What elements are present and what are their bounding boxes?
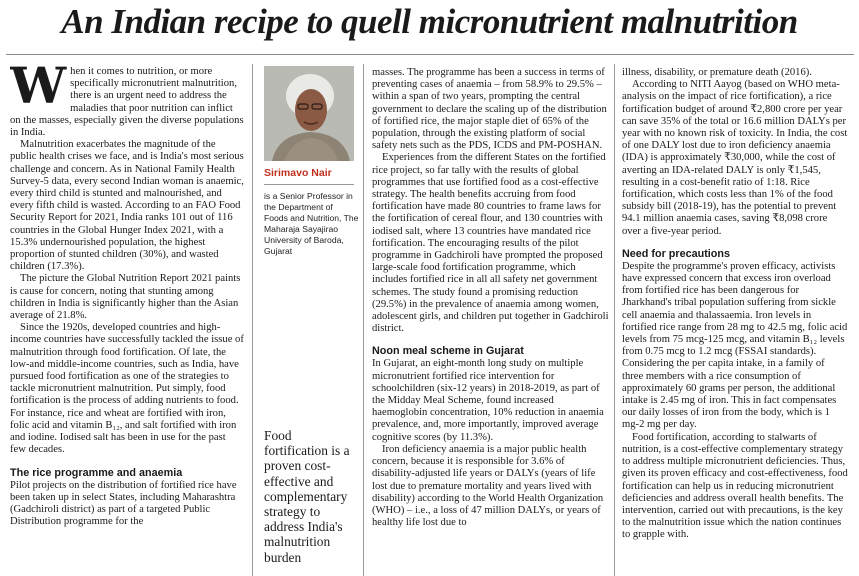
headline: An Indian recipe to quell micronutrient malnutrition — [61, 2, 798, 41]
column-divider — [363, 64, 364, 576]
paragraph: Since the 1920s, developed countries and high-income countries have successfully tackled the issue of malnutrition through food fortification. Of late, the low-and middle-income countries, such as India, have pursued food fortification as one of the strategies to tackle micronutrient malnutrition. Put simply, food fortification is the process of adding nutrients to food. For instance, rice and wheat are fortified with iron, folic acid and vitamin B₁₂, and salt fortified with iron and iodine. Iodised salt has been in use for the past few decades. — [10, 322, 244, 456]
headline-rule — [6, 54, 854, 55]
paragraph: illness, disability, or premature death (2016). — [622, 67, 812, 78]
article-column-3 — [372, 67, 609, 576]
subheading: Noon meal scheme in Gujarat — [372, 345, 524, 358]
column-divider — [614, 64, 615, 576]
paragraph: The picture the Global Nutrition Report 2021 paints is cause for concern, noting that stunting among children in India is significantly higher than the Asian average of 21.8%. — [10, 273, 241, 322]
author-rule — [264, 184, 354, 185]
paragraph: Malnutrition exacerbates the magnitude of the public health crises we face, and is India's most serious challenge and concern. As in National Family Health Survey-5 data, every second Indian woman is anaemic, every third child is stunted and malnourished, and every fifth child is wasted. According to an FAO Food Security Report for 2021, India ranks 101 out of 116 countries in the Global Hunger Index 2021, with a 15.3% undernourished population, the highest proportion of stunted children (30%), and wasted children (17.3%). — [10, 139, 244, 273]
author-box — [264, 167, 359, 257]
paragraph: According to NITI Aayog (based on WHO meta-analysis on the impact of rice fortification), a rice fortification budget of around ₹2,800 crore per year can save 35% of the total or 16.6 million DALYs per year with no known risk of toxicity. In India, the cost of one DALY lost due to iron deficiency anaemia (IDA) is approximately ₹30,000, while the cost of averting an IDA-related DALY is only ₹1,545, resulting in a cost-benefit ratio of 1:18. Rice fortification, which costs less than 1% of the food subsidy bill (2018-19), has the potential to prevent 94.1 million anaemia cases, saving ₹8,098 crore over a five-year period. — [622, 79, 848, 237]
column-divider — [252, 64, 253, 576]
paragraph: Pilot projects on the distribution of fortified rice have been taken up in select States, including Maharashtra (Gadchiroli district) as part of a targeted Public Distribution programme for the — [10, 479, 237, 528]
paragraph: When it comes to nutrition, or more specifically micronutrient malnutrition, there is an urgent need to address the maladies that poor nutrition can inflict on the masses, especially given the diverse populations in India. — [10, 66, 244, 139]
drop-cap: W — [10, 66, 67, 115]
author-bio: is a Senior Professor in the Department of Foods and Nutrition, The Maharaja Sayajirao University of Baroda, Gujarat — [264, 191, 359, 256]
article-column-1 — [10, 66, 244, 576]
paragraph: Iron deficiency anaemia is a major public health concern, because it is responsible for 3.6% of disability-adjusted life years or DALYs (years of life lost due to premature mortality and years lived with disability) according to the World Health Organization (WHO) – i.e., a loss of 47 million DALYs, or years of healthy life lost due to — [372, 443, 604, 529]
author-portrait-image — [264, 66, 354, 161]
paragraph: Experiences from the different States on the fortified rice project, so far tally with the results of global programmes that use fortified food as a cost-effective strategy. The health benefits accruing from food fortification have made 80 countries to frame laws for the fortification of cereal flour, and 130 countries with iodised salt, where 13 countries have mandated rice fortification. The encouraging results of the pilot programme in Gadchiroli have prompted the proposed large-scale food fortification programme, which includes fortified rice in all all safety net government schemes. The study found a promising reduction (29.5%) in the prevalence of anaemia among women, adolescent girls, and children put together in Gadchiroli district. — [372, 152, 609, 335]
paragraph: masses. The programme has been a success in terms of preventing cases of anaemia – from 58.9% to 29.5% – within a span of two years, prompting the central government to declare the scaling up of the distribution of fortified rice, the major staple diet of 65% of the population, through the existing platform of social safety nets such as the PDS, ICDS and PM-POSHAN. — [372, 67, 607, 152]
paragraph: In Gujarat, an eight-month long study on multiple micronutrient fortified rice intervention for schoolchildren (six-12 years) in 2018-2019, as part of the Midday Meal Scheme, found increased haemoglobin concentration, 10% reduction in anaemia prevalence, and, more importantly, improved average cognitive scores (by 11.3%). — [372, 358, 604, 443]
subheading: The rice programme and anaemia — [10, 466, 183, 479]
paragraph: Food fortification, according to stalwarts of nutrition, is a cost-effective complementary strategy to address multiple micronutrient deficiencies. Thus, given its proven efficacy and cost-effectiveness, food fortification can help us in reducing micronutrient deficiencies and address overall health benefits. The intervention, carried out with precautions, is the key to the malnutrition issue which the nation continues to grapple with. — [622, 431, 848, 541]
pull-quote: Food fortification is a proven cost-effective and complementary strategy to address India's malnutrition burden — [264, 428, 350, 565]
paragraph: Despite the programme's proven efficacy, activists have expressed concern that excess iron overload from fortified rice has been dangerous for Jharkhand's tribal population suffering from sickle cell anaemia and thalassaemia. Iron levels in fortified rice range from 28 mg to 42.5 mg, folic acid levels from 75 mcg-125 mcg, and vitamin B₁₂ levels from 0.75 mcg to 1.2 mcg (FSSAI standards). Considering the per capita intake, in a family of three members with a rice consumption of approximately 60 grams per person, the additional intake is 2.45 mg of iron. This in fact compensates our daily losses of iron from the body, which is 1 mg-2 mg per day. — [622, 260, 848, 431]
article-column-4 — [622, 67, 848, 576]
author-photo — [264, 66, 354, 161]
author-name: Sirimavo Nair — [264, 167, 332, 179]
subheading: Need for precautions — [622, 247, 730, 260]
